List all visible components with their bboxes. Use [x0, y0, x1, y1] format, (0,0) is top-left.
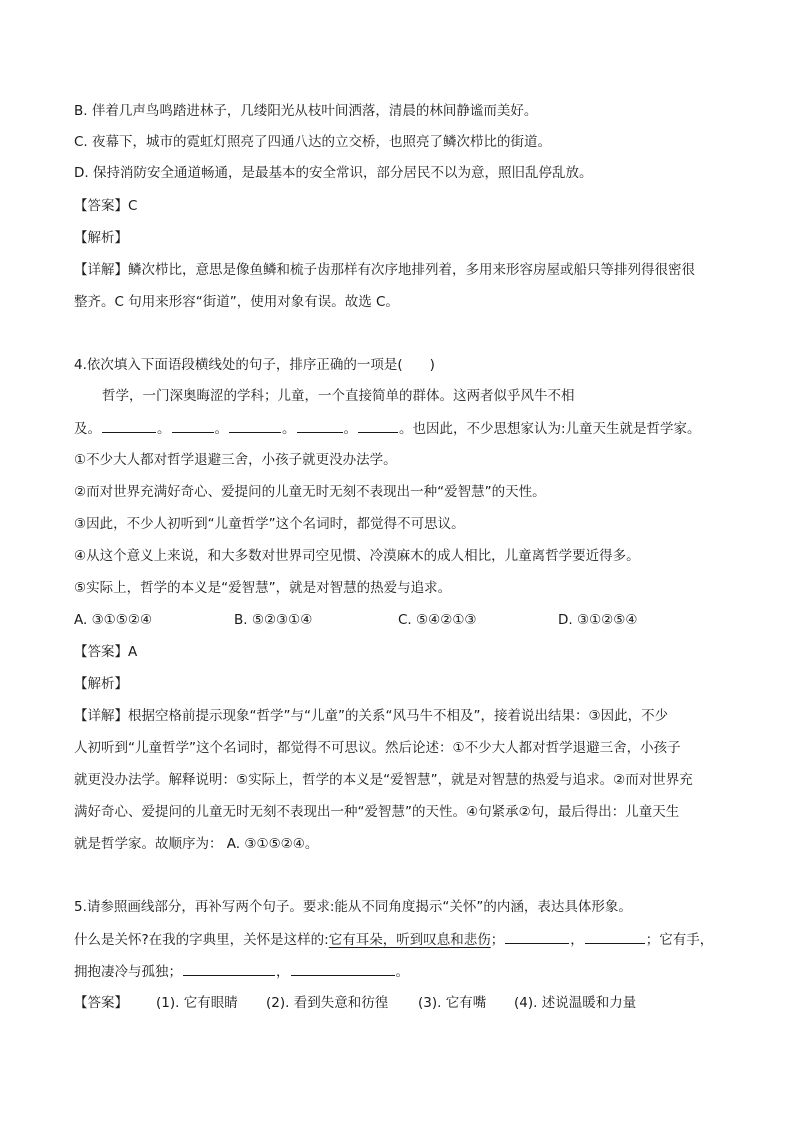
q4-detail-line-3: 就更没办法学。解释说明：⑤实际上，哲学的本义是“爱智慧”，就是对智慧的热爱与追求。②而对世界充: [74, 772, 693, 788]
q4-sentence-3: ③因此，不少人初听到“儿童哲学”这个名词时，都觉得不可思议。: [74, 516, 465, 532]
q3-answer: 【答案】C: [74, 198, 138, 214]
q5-blank-4: [291, 961, 395, 976]
q4-para-sep: 。: [343, 421, 357, 437]
q5-sep: ，: [276, 964, 290, 980]
q3-option-c: C. 夜幕下，城市的霓虹灯照亮了四通八达的立交桥，也照亮了鳞次栉比的街道。: [74, 134, 552, 150]
q4-option-d: D. ③①②⑤④: [558, 612, 638, 628]
q5-line-1: [74, 929, 734, 950]
q4-option-c: C. ⑤④②①③: [398, 612, 477, 628]
q4-blank-1: [102, 418, 156, 433]
q4-sentence-5: ⑤实际上，哲学的本义是“爱智慧”，就是对智慧的热爱与追求。: [74, 580, 452, 596]
q3-detail-line-1: 【详解】鳞次栉比，意思是像鱼鳞和梳子齿那样有次序地排列着，多用来形容房屋或船只等排列得很密很: [74, 262, 695, 278]
q4-para-sep: 。: [214, 421, 228, 437]
q5-stem: 5.请参照画线部分，再补写两个句子。要求:能从不同角度揭示“关怀”的内涵，表达具体形象。: [74, 899, 632, 915]
q4-option-b: B. ⑤②③①④: [234, 612, 313, 628]
q3-option-b: B. 伴着几声鸟鸣踏进林子，几缕阳光从枝叶间洒落，清晨的林间静谧而美好。: [74, 103, 538, 119]
q4-answer: 【答案】A: [74, 644, 138, 660]
q4-blank-4: [297, 418, 343, 433]
q5-answer-row: [74, 993, 734, 1013]
q4-sentence-4: ④从这个意义上来说，和大多数对世界司空见惯、冷漠麻木的成人相比，儿童离哲学要近得多。: [74, 548, 640, 564]
q4-analysis-label: 【解析】: [74, 676, 128, 692]
q4-blank-5: [358, 418, 398, 433]
q4-detail-line-2: 人初听到“儿童哲学”这个名词时，都觉得不可思议。然后论述：①不少大人都对哲学退避三舍，小孩子: [74, 740, 681, 756]
q4-sentence-1: ①不少大人都对哲学退避三舍，小孩子就更没办法学。: [74, 452, 397, 468]
q4-option-a: A. ③①⑤②④: [74, 612, 153, 628]
q5-line-2-end: 。: [395, 964, 409, 980]
q5-sep: ；: [490, 932, 505, 948]
q3-analysis-label: 【解析】: [74, 230, 128, 246]
q5-sep: ，: [570, 932, 584, 948]
q5-example-underlined: 它有耳朵，听到叹息和悲伤: [328, 932, 491, 948]
q5-answer-label: 【答案】: [74, 995, 128, 1011]
q5-blank-2: [585, 929, 645, 944]
q4-para-sep: 。: [157, 421, 171, 437]
q4-para-start: 及。: [74, 421, 101, 437]
q5-answer-3: (3). 它有嘴: [418, 995, 487, 1011]
q5-line-2-start: 拥抱凄冷与孤独；: [74, 964, 182, 980]
q4-sentence-2: ②而对世界充满好奇心、爱提问的儿童无时无刻不表现出一种“爱智慧”的天性。: [74, 484, 546, 500]
q5-answer-2: (2). 看到失意和彷徨: [266, 995, 389, 1011]
q5-blank-3: [183, 961, 275, 976]
q5-line-1-end: ；它有手，: [645, 932, 714, 948]
q4-options: [74, 610, 734, 630]
q4-stem: 4.依次填入下面语段横线处的句子，排序正确的一项是( ): [74, 357, 435, 373]
q4-detail-line-5: 就是哲学家。故顺序为： A. ③①⑤②④。: [74, 836, 319, 852]
q4-para-end: 。也因此，不少思想家认为:儿童天生就是哲学家。: [399, 421, 701, 437]
q4-blank-3: [229, 418, 281, 433]
q5-answer-4: (4). 述说温暖和力量: [514, 995, 637, 1011]
q4-paragraph-line-2: [74, 418, 734, 439]
q4-detail-line-4: 满好奇心、爱提问的儿童无时无刻不表现出一种“爱智慧”的天性。④句紧承②句，最后得出：儿童天生: [74, 804, 680, 820]
q4-paragraph-line-1: 哲学，一门深奥晦涩的学科；儿童，一个直接简单的群体。这两者似乎风牛不相: [102, 388, 575, 404]
q5-line-1-start: 什么是关怀?在我的字典里，关怀是这样的:: [74, 932, 329, 948]
q4-detail-line-1: 【详解】根据空格前提示现象“哲学”与“儿童”的关系“风马牛不相及”，接着说出结果：③因此，不少: [74, 708, 669, 724]
q5-line-2: [74, 961, 734, 982]
q5-blank-1: [505, 929, 569, 944]
q4-blank-2: [172, 418, 214, 433]
q4-para-sep: 。: [282, 421, 296, 437]
q3-detail-line-2: 整齐。C 句用来形容“街道”，使用对象有误。故选 C。: [74, 294, 399, 310]
q3-option-d: D. 保持消防安全通道畅通，是最基本的安全常识，部分居民不以为意，照旧乱停乱放。: [74, 165, 593, 181]
q5-answer-1: (1). 它有眼睛: [156, 995, 238, 1011]
